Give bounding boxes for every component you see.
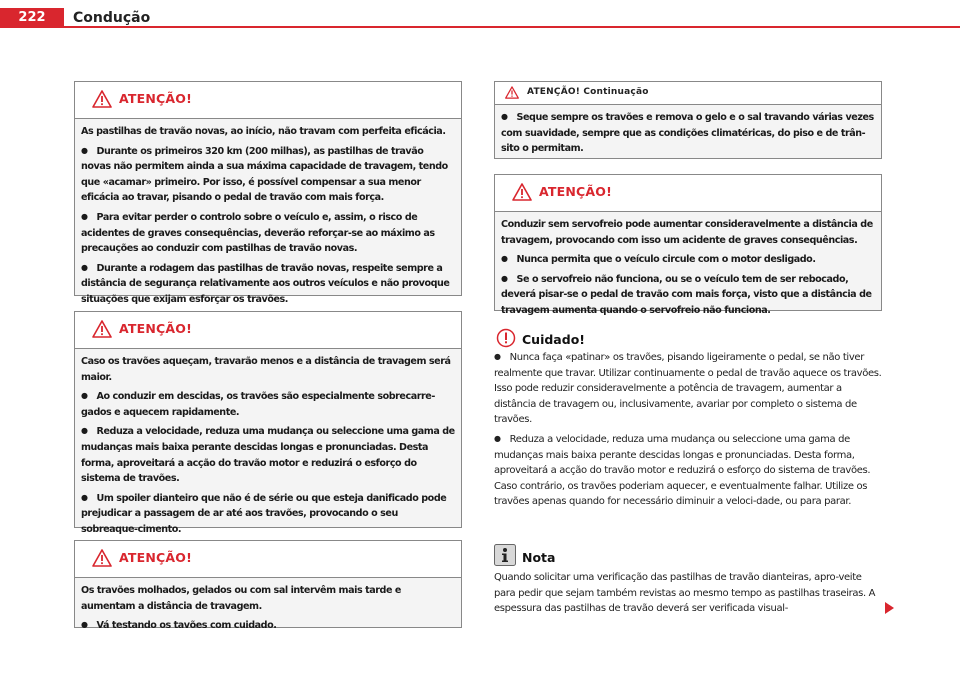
warning-bullet: ● Durante os primeiros 320 km (200 milhas), as pastilhas de travão novas não permitem ainda a sua máxima capacidade de travagem, tendo que «acamar» primeiro. Por isso, é possível compensar a sua menor eficácia ao travar, pisando o pedal de travão com mais força. [81,144,455,206]
warning-box-continuation [494,81,882,159]
note-text: Quando solicitar uma verificação das pastilhas de travão dianteiras, apro-veite para pedir que sejam também revistas ao mesmo tempo as pastilhas traseiras. A espessura das pastilhas de travão deverá ser verificada visual- [494,572,876,615]
warning-bullet: ● Vá testando os tavões com cuidado. [81,618,455,634]
warning-bullet: ● Ao conduzir em descidas, os travões são especialmente sobrecarre-gados e aquecem rapidamente. [81,389,455,420]
warning-title: ATENÇÃO! [119,321,193,336]
warning-intro: Os travões molhados, gelados ou com sal intervêm mais tarde e aumentam a distância de travagem. [81,585,401,612]
page-number: 222 [0,8,64,28]
caution-bullet: ● Reduza a velocidade, reduza uma mudança ou seleccione uma gama de mudanças mais baixa perante descidas longas e pronunciadas. Desta forma, aproveitará a acção do travão motor e reduzirá o esforço do sistema de travões. Caso contrário, os travões poderiam aquecer, e eventualmente falhar. Utilize os travões apenas quando for necessário diminuir a veloci-dade, ou para parar. [494,432,882,510]
warning-box-wet-brakes [74,540,462,632]
warning-bullet: ● Reduza a velocidade, reduza uma mudança ou seleccione uma gama de mudanças mais baixa perante descidas longas e pronunciadas. Desta forma, aproveitará a acção do travão motor e reduzirá o esforço do sistema de travões. [81,424,455,486]
note-title: Nota [522,550,556,565]
warning-bullet: ● Seque sempre os travões e remova o gelo e o sal travando várias vezes com suavidade, sempre que as condições climatéricas, do piso e de trân-sito o permitam. [501,110,875,157]
warning-bullet: ● Se o servofreio não funciona, ou se o veículo tem de ser rebocado, deverá pisar-se o pedal de travão com mais força, visto que a distância de travagem aumenta quando o servofreio não funciona. [501,272,875,319]
warning-title: ATENÇÃO! Continuação [527,87,649,97]
note-info-icon [494,544,516,566]
caution-header [494,326,882,352]
caution-body [494,350,882,514]
warning-intro: Caso os travões aqueçam, travarão menos e a distância de travagem será maior. [81,356,451,383]
warning-bullet: ● Durante a rodagem das pastilhas de travão novas, respeite sempre a distância de segurança relativamente aos outros veículos e não provoque situações que exijam esforçar os travões. [81,261,455,308]
caution-bullet: ● Nunca faça «patinar» os travões, pisando ligeiramente o pedal, se não tiver realmente que travar. Utilizar continuamente o pedal de travão aquece os travões. Isso pode reduzir consideravelmente a potência de travagem, aumentar a distância de travagem ou, inclusivamente, avariar por completo o sistema de travões. [494,350,882,428]
caution-title: Cuidado! [522,332,585,347]
warning-intro: As pastilhas de travão novas, ao início, não travam com perfeita eficácia. [81,126,446,137]
warning-box-header [495,82,881,105]
caution-exclamation-icon [496,328,516,348]
warning-bullet: ● Nunca permita que o veículo circule com o motor desligado. [501,252,875,268]
warning-title: ATENÇÃO! [539,184,613,199]
warning-box-hot-brakes [74,311,462,535]
note-header [494,544,882,570]
warning-box-header [75,541,461,578]
warning-triangle-icon [92,90,112,108]
next-page-arrow-icon[interactable] [885,602,894,614]
warning-triangle-icon [512,183,532,201]
warning-triangle-icon [505,86,519,99]
warning-box-header [75,82,461,119]
warning-box-new-brake-pads [74,81,462,305]
warning-triangle-icon [92,320,112,338]
warning-box-header [75,312,461,349]
note-body [494,570,882,621]
warning-title: ATENÇÃO! [119,91,193,106]
warning-box-servo-brake [494,174,882,316]
warning-triangle-icon [92,549,112,567]
warning-intro: Conduzir sem servofreio pode aumentar consideravelmente a distância de travagem, provocando com isso um acidente de graves consequências. [501,219,873,246]
header-rule [64,26,960,28]
warning-bullet: ● Um spoiler dianteiro que não é de série ou que esteja danificado pode prejudicar a passagem de ar até aos travões, provocando o seu sobreaque-cimento. [81,491,455,538]
warning-bullet: ● Para evitar perder o controlo sobre o veículo e, assim, o risco de acidentes de graves consequências, deverão reforçar-se ao máximo as precauções ao conduzir com pastilhas de travão novas. [81,210,455,257]
chapter-title: Condução [73,10,151,26]
warning-title: ATENÇÃO! [119,550,193,565]
warning-box-header [495,175,881,212]
